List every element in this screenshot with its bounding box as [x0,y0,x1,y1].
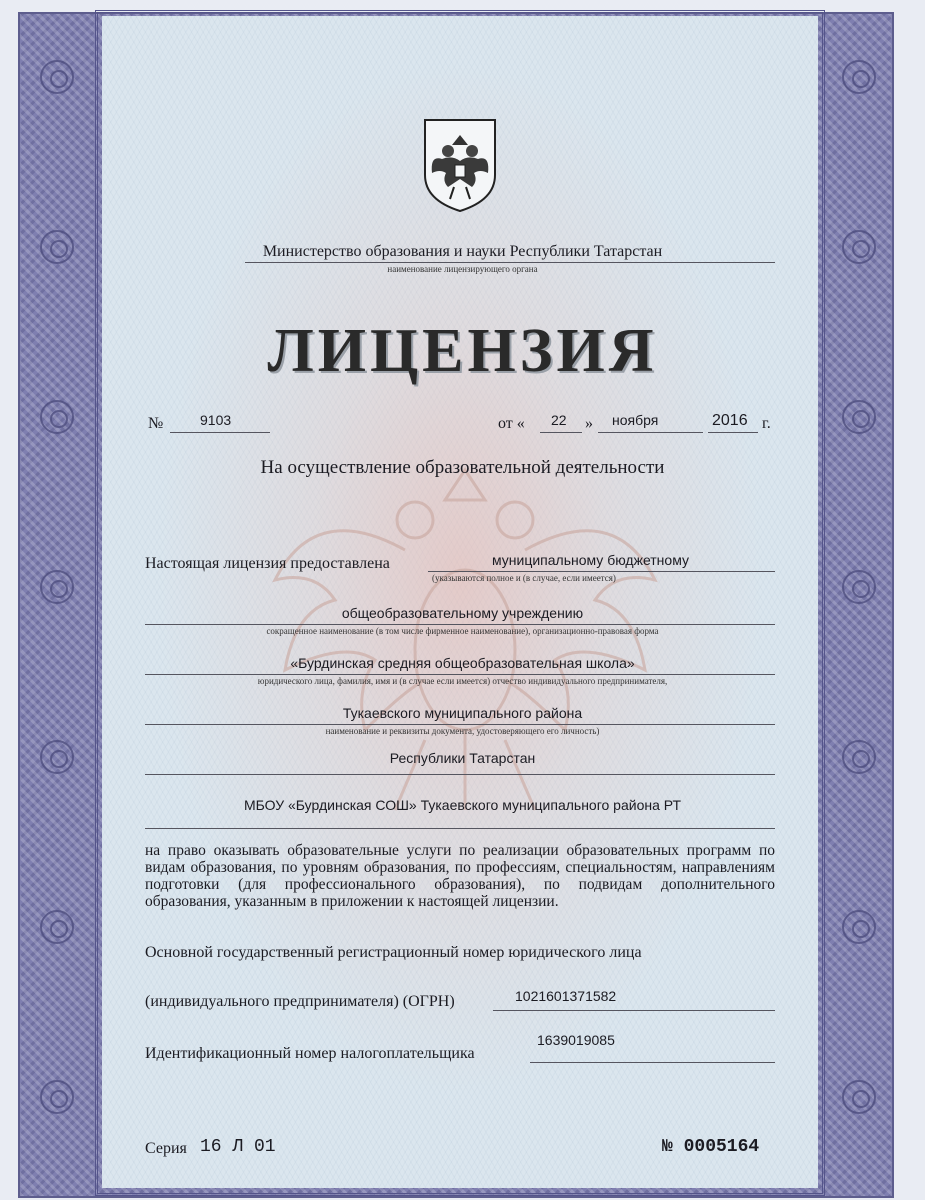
ministry-underline [245,262,775,263]
licensee-caption-4: наименование и реквизиты документа, удостоверяющего его личность) [325,726,600,736]
license-number: 9103 [200,412,232,428]
licensee-underline-5 [145,774,775,775]
licensee-line-5: Республики Татарстан [389,750,536,766]
inn-value: 1639019085 [537,1032,615,1048]
year-underline [708,432,758,433]
licensee-label: Настоящая лицензия предоставлена [145,555,390,572]
licensee-underline-2 [145,624,775,625]
ministry-caption: наименование лицензирующего органа [387,264,538,274]
licensee-underline-1 [428,571,775,572]
licensee-caption-2: сокращенное наименование (в том числе фирменное наименование), организационно-правовая форма [266,626,659,636]
date-day-close: » [585,415,593,432]
day-underline [540,432,582,433]
month-underline [598,432,703,433]
ogrn-underline [493,1010,775,1011]
series-value: 16 Л 01 [200,1137,276,1157]
form-number: № 0005164 [662,1137,760,1157]
number-underline [170,432,270,433]
licensee-underline-4 [145,724,775,725]
year-suffix: г. [762,415,771,432]
date-day: 22 [551,412,567,428]
series-label: Серия [145,1140,187,1157]
ogrn-label-1: Основной государственный регистрационный номер юридического лица [145,944,642,961]
inn-label: Идентификационный номер налогоплательщика [145,1045,475,1062]
rights-paragraph: на право оказывать образовательные услуги по реализации образовательных программ по видам образования, по уровням образования, по профессиям, специальностям, направлениям подготовки (для профессионального образования), по подвидам дополнительного образования, указанным в приложении к настоящей лицензии. [145,842,775,910]
license-purpose: На осуществление образовательной деятельности [260,457,665,478]
licensee-line-4: Тукаевского муниципального района [342,705,583,721]
licensee-underline-3 [145,674,775,675]
ministry-name: Министерство образования и науки Республики Татарстан [262,243,663,260]
date-month: ноября [612,412,659,428]
coat-of-arms-icon [420,115,500,215]
licensee-line-3: «Бурдинская средняя общеобразовательная школа» [290,655,635,671]
licensee-line-2: общеобразовательному учреждению [341,605,584,621]
licensee-short-name: МБОУ «Бурдинская СОШ» Тукаевского муниципального района РТ [243,797,682,813]
number-label: № [148,415,164,432]
ogrn-value: 1021601371582 [515,988,617,1004]
ogrn-label-2: (индивидуального предпринимателя) (ОГРН) [145,993,455,1010]
eagle-watermark-icon [255,440,675,840]
licensee-underline-6 [145,828,775,829]
date-from-label: от « [498,415,525,432]
licensee-caption-3: юридического лица, фамилия, имя и (в случае если имеется) отчество индивидуального предпринимателя, [257,676,668,686]
document-title: ЛИЦЕНЗИЯ [267,317,658,385]
date-year: 2016 [712,412,748,429]
licensee-line-1: муниципальному бюджетному [492,552,689,568]
licensee-caption-1: (указываются полное и (в случае, если имеется) [432,573,616,583]
inn-underline [530,1062,775,1063]
